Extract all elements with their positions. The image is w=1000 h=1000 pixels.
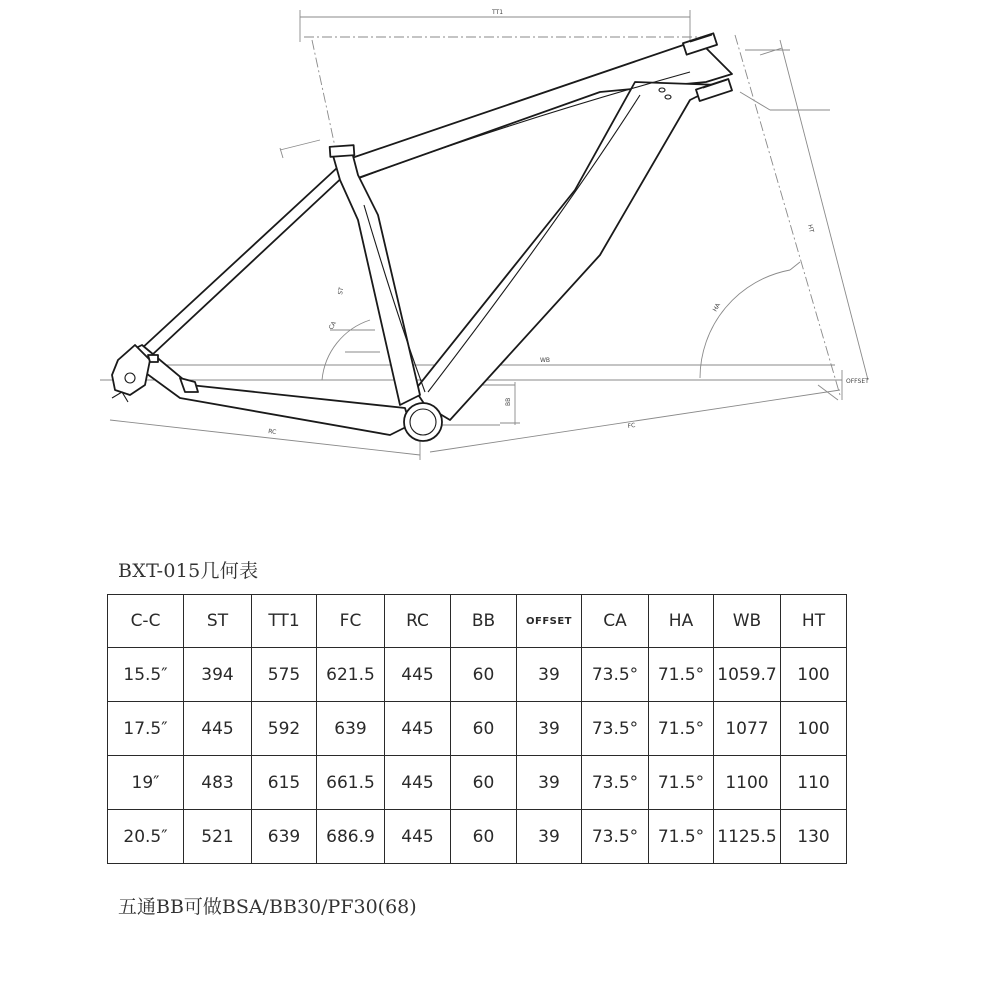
table-cell: 60	[451, 702, 517, 756]
table-cell: 615	[252, 756, 317, 810]
table-cell: 639	[252, 810, 317, 864]
table-cell: 1059.7	[714, 648, 781, 702]
table-cell: 445	[385, 810, 451, 864]
table-cell: 1125.5	[714, 810, 781, 864]
table-cell: 20.5″	[108, 810, 184, 864]
label-ca: CA	[327, 320, 338, 331]
table-cell: 73.5°	[582, 648, 649, 702]
label-ha: HA	[711, 302, 723, 313]
table-cell: 60	[451, 648, 517, 702]
header-cell: OFFSET	[517, 595, 582, 648]
table-cell: 60	[451, 810, 517, 864]
table-row	[108, 648, 847, 702]
table-cell: 73.5°	[582, 810, 649, 864]
table-cell: 110	[781, 756, 847, 810]
table-cell: 60	[451, 756, 517, 810]
table-cell: 73.5°	[582, 756, 649, 810]
header-cell: TT1	[252, 595, 317, 648]
table-cell: 686.9	[317, 810, 385, 864]
seat-stay	[140, 167, 348, 355]
table-cell: 39	[517, 756, 582, 810]
label-wb: WB	[540, 357, 551, 364]
table-cell: 71.5°	[649, 756, 714, 810]
table-cell: 445	[385, 702, 451, 756]
table-row	[108, 756, 847, 810]
table-cell: 17.5″	[108, 702, 184, 756]
table-cell: 621.5	[317, 648, 385, 702]
label-st: ST	[337, 286, 346, 296]
table-cell: 394	[184, 648, 252, 702]
table-cell: 39	[517, 702, 582, 756]
table-cell: 19″	[108, 756, 184, 810]
header-cell: C-C	[108, 595, 184, 648]
seat-tube	[332, 152, 420, 405]
table-cell: 1100	[714, 756, 781, 810]
header-cell: ST	[184, 595, 252, 648]
table-cell: 130	[781, 810, 847, 864]
table-cell: 445	[184, 702, 252, 756]
table-row	[108, 702, 847, 756]
header-cell: RC	[385, 595, 451, 648]
table-cell: 71.5°	[649, 702, 714, 756]
table-cell: 71.5°	[649, 648, 714, 702]
table-cell: 100	[781, 702, 847, 756]
table-header-row	[108, 595, 847, 648]
chain-stay	[128, 345, 410, 435]
header-cell: CA	[582, 595, 649, 648]
header-cell: WB	[714, 595, 781, 648]
label-fc: FC	[627, 421, 636, 430]
table-cell: 521	[184, 810, 252, 864]
header-cell: HT	[781, 595, 847, 648]
table-cell: 639	[317, 702, 385, 756]
table-cell: 483	[184, 756, 252, 810]
table-cell: 445	[385, 756, 451, 810]
table-cell: 39	[517, 810, 582, 864]
frame-geometry-diagram	[0, 0, 1000, 470]
table-cell: 661.5	[317, 756, 385, 810]
label-offset: OFFSET	[846, 378, 869, 385]
geometry-table	[107, 594, 847, 864]
table-cell: 39	[517, 648, 582, 702]
header-cell: BB	[451, 595, 517, 648]
header-cell: FC	[317, 595, 385, 648]
bottom-bracket-note: 五通BB可做BSA/BB30/PF30(68)	[118, 896, 417, 918]
table-cell: 73.5°	[582, 702, 649, 756]
table-cell: 71.5°	[649, 810, 714, 864]
table-cell: 1077	[714, 702, 781, 756]
header-cell: HA	[649, 595, 714, 648]
table-cell: 592	[252, 702, 317, 756]
label-rc: RC	[267, 428, 277, 436]
label-bb: BB	[505, 397, 512, 406]
label-ht: HT	[806, 223, 815, 234]
table-title: BXT-015几何表	[118, 560, 259, 582]
table-cell: 15.5″	[108, 648, 184, 702]
table-cell: 575	[252, 648, 317, 702]
table-cell: 100	[781, 648, 847, 702]
table-row	[108, 810, 847, 864]
label-tt1: TT1	[492, 9, 504, 16]
table-cell: 445	[385, 648, 451, 702]
